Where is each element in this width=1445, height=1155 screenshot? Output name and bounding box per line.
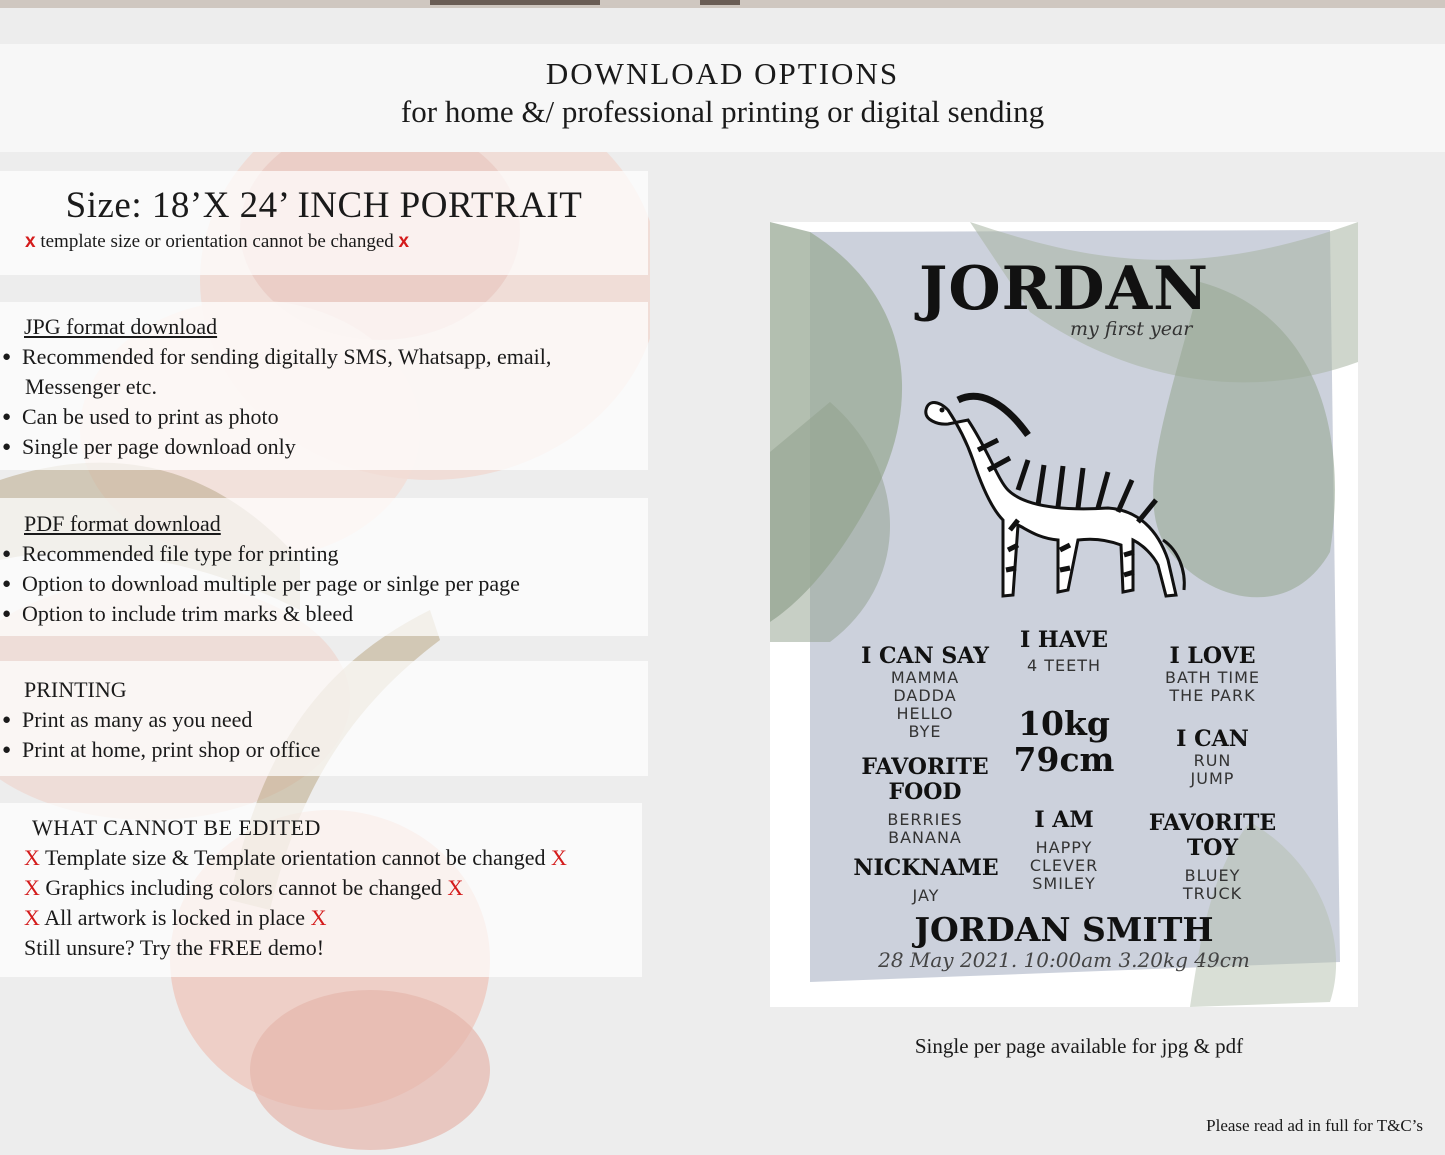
poster-subtitle: my first year bbox=[1070, 318, 1193, 340]
size-note bbox=[0, 227, 648, 257]
x-mark: x bbox=[398, 231, 410, 252]
size-panel bbox=[0, 171, 648, 275]
header-title: DOWNLOAD OPTIONS bbox=[545, 56, 900, 91]
preview-caption: Single per page available for jpg & pdf bbox=[914, 1034, 1244, 1058]
list-item: ● Option to download multiple per page or sinlge per page bbox=[0, 569, 648, 599]
printing-panel bbox=[0, 661, 648, 776]
jpg-list bbox=[0, 342, 648, 462]
poster-full-name: JORDAN SMITH bbox=[914, 910, 1214, 949]
printing-title: PRINTING bbox=[24, 677, 127, 702]
cannot-edit-title: WHAT CANNOT BE EDITED bbox=[32, 815, 321, 840]
i-can-block: I CAN RUN JUMP bbox=[1176, 726, 1249, 788]
i-love-block: I LOVE BATH TIME THE PARK bbox=[1165, 643, 1260, 705]
list-item-continuation: Messenger etc. bbox=[25, 374, 157, 399]
favorite-toy-block: FAVORITE TOY BLUEY TRUCK bbox=[1148, 810, 1277, 903]
favorite-food-block: FAVORITE FOOD BERRIES BANANA bbox=[861, 754, 989, 847]
cannot-edit-row: X Template size & Template orientation cannot be changed X bbox=[24, 845, 567, 870]
cannot-edit-panel bbox=[0, 803, 642, 977]
zebra-illustration bbox=[918, 340, 1208, 610]
nickname-block: NICKNAME JAY bbox=[853, 855, 999, 905]
size-title: Size: 18’X 24’ INCH PORTRAIT bbox=[65, 185, 583, 226]
floral-background bbox=[0, 140, 650, 1155]
height: 79cm bbox=[1013, 740, 1115, 779]
pdf-title: PDF format download bbox=[24, 511, 221, 536]
poster-name: JORDAN bbox=[919, 254, 1209, 324]
poster-birth-details: 28 May 2021. 10:00am 3.20kg 49cm bbox=[878, 948, 1250, 972]
list-item: ● Option to include trim marks & bleed bbox=[0, 599, 648, 629]
measurements-block bbox=[1004, 706, 1124, 778]
pdf-list bbox=[0, 539, 648, 629]
pdf-panel bbox=[0, 498, 648, 636]
list-item: ● Recommended file type for printing bbox=[0, 539, 648, 569]
list-item: ● Recommended for sending digitally SMS, Whatsapp, email, bbox=[0, 342, 648, 372]
x-mark: x bbox=[25, 231, 36, 252]
terms-footnote: Please read ad in full for T&C’s bbox=[1206, 1116, 1423, 1135]
list-item: ● Single per page download only bbox=[0, 432, 648, 462]
cannot-edit-row: X All artwork is locked in place X bbox=[24, 905, 327, 930]
cannot-edit-row: X Graphics including colors cannot be changed X bbox=[24, 875, 464, 900]
printing-list bbox=[0, 705, 648, 765]
top-image-strip bbox=[0, 0, 1445, 8]
i-have-block: I HAVE 4 TEETH bbox=[1019, 627, 1109, 675]
jpg-panel bbox=[0, 302, 648, 470]
header-subtitle: for home &/ professional printing or digital sending bbox=[400, 94, 1045, 129]
demo-note: Still unsure? Try the FREE demo! bbox=[24, 935, 325, 960]
i-can-say-block: I CAN SAY MAMMA DADDA HELLO BYE bbox=[861, 643, 989, 741]
jpg-title: JPG format download bbox=[24, 314, 218, 339]
list-item: ● Print as many as you need bbox=[0, 705, 648, 735]
i-am-block: I AM HAPPY CLEVER SMILEY bbox=[1029, 807, 1099, 893]
page-header bbox=[0, 44, 1445, 152]
list-item: ● Print at home, print shop or office bbox=[0, 735, 648, 765]
list-item: ● Can be used to print as photo bbox=[0, 402, 648, 432]
weight: 10kg bbox=[1018, 704, 1110, 743]
size-note-text: template size or orientation cannot be changed bbox=[40, 231, 394, 252]
poster-preview bbox=[770, 222, 1358, 1007]
